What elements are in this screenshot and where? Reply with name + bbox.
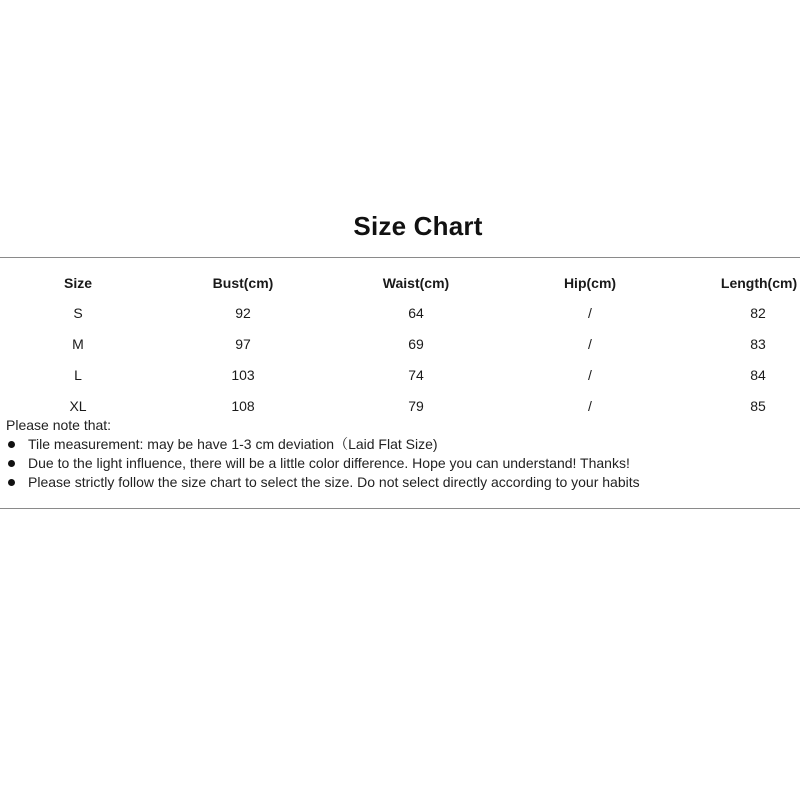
size-cell: L [74, 367, 82, 383]
column-header-waist: Waist(cm) [382, 275, 450, 291]
column-header-length: Length(cm) [720, 275, 798, 291]
waist-cell: 74 [408, 367, 424, 383]
column-header-size: Size [63, 275, 93, 291]
length-cell: 82 [750, 305, 766, 321]
size-cell: XL [69, 398, 87, 414]
table-row [0, 360, 800, 391]
bullet-icon [8, 441, 15, 448]
bullet-icon [8, 479, 15, 486]
bullet-icon [8, 460, 15, 467]
note-item [6, 454, 796, 473]
note-item [6, 435, 796, 454]
column-header-bust: Bust(cm) [212, 275, 274, 291]
table-header-row [0, 268, 800, 298]
length-cell: 83 [750, 336, 766, 352]
length-cell: 85 [750, 398, 766, 414]
waist-cell: 69 [408, 336, 424, 352]
bust-cell: 108 [231, 398, 255, 414]
size-table [0, 268, 800, 422]
hip-cell: / [588, 305, 592, 321]
note-text: Due to the light influence, there will be a little color difference. Hope you can understand! Thanks! [28, 455, 630, 471]
page-title: Size Chart [353, 211, 483, 241]
bottom-divider [0, 508, 800, 509]
hip-cell: / [588, 367, 592, 383]
bust-cell: 97 [235, 336, 251, 352]
bust-cell: 92 [235, 305, 251, 321]
table-row [0, 298, 800, 329]
waist-cell: 64 [408, 305, 424, 321]
column-header-hip: Hip(cm) [563, 275, 617, 291]
note-text: Tile measurement: may be have 1-3 cm deviation（Laid Flat Size) [28, 436, 438, 452]
size-cell: S [73, 305, 83, 321]
note-item [6, 473, 796, 492]
notes-title: Please note that: [6, 417, 112, 433]
waist-cell: 79 [408, 398, 424, 414]
top-divider [0, 257, 800, 258]
bust-cell: 103 [231, 367, 255, 383]
table-row [0, 329, 800, 360]
size-cell: M [72, 336, 84, 352]
note-text: Please strictly follow the size chart to select the size. Do not select directly according to your habits [28, 474, 640, 490]
length-cell: 84 [750, 367, 766, 383]
notes-section [6, 416, 796, 492]
hip-cell: / [588, 398, 592, 414]
hip-cell: / [588, 336, 592, 352]
